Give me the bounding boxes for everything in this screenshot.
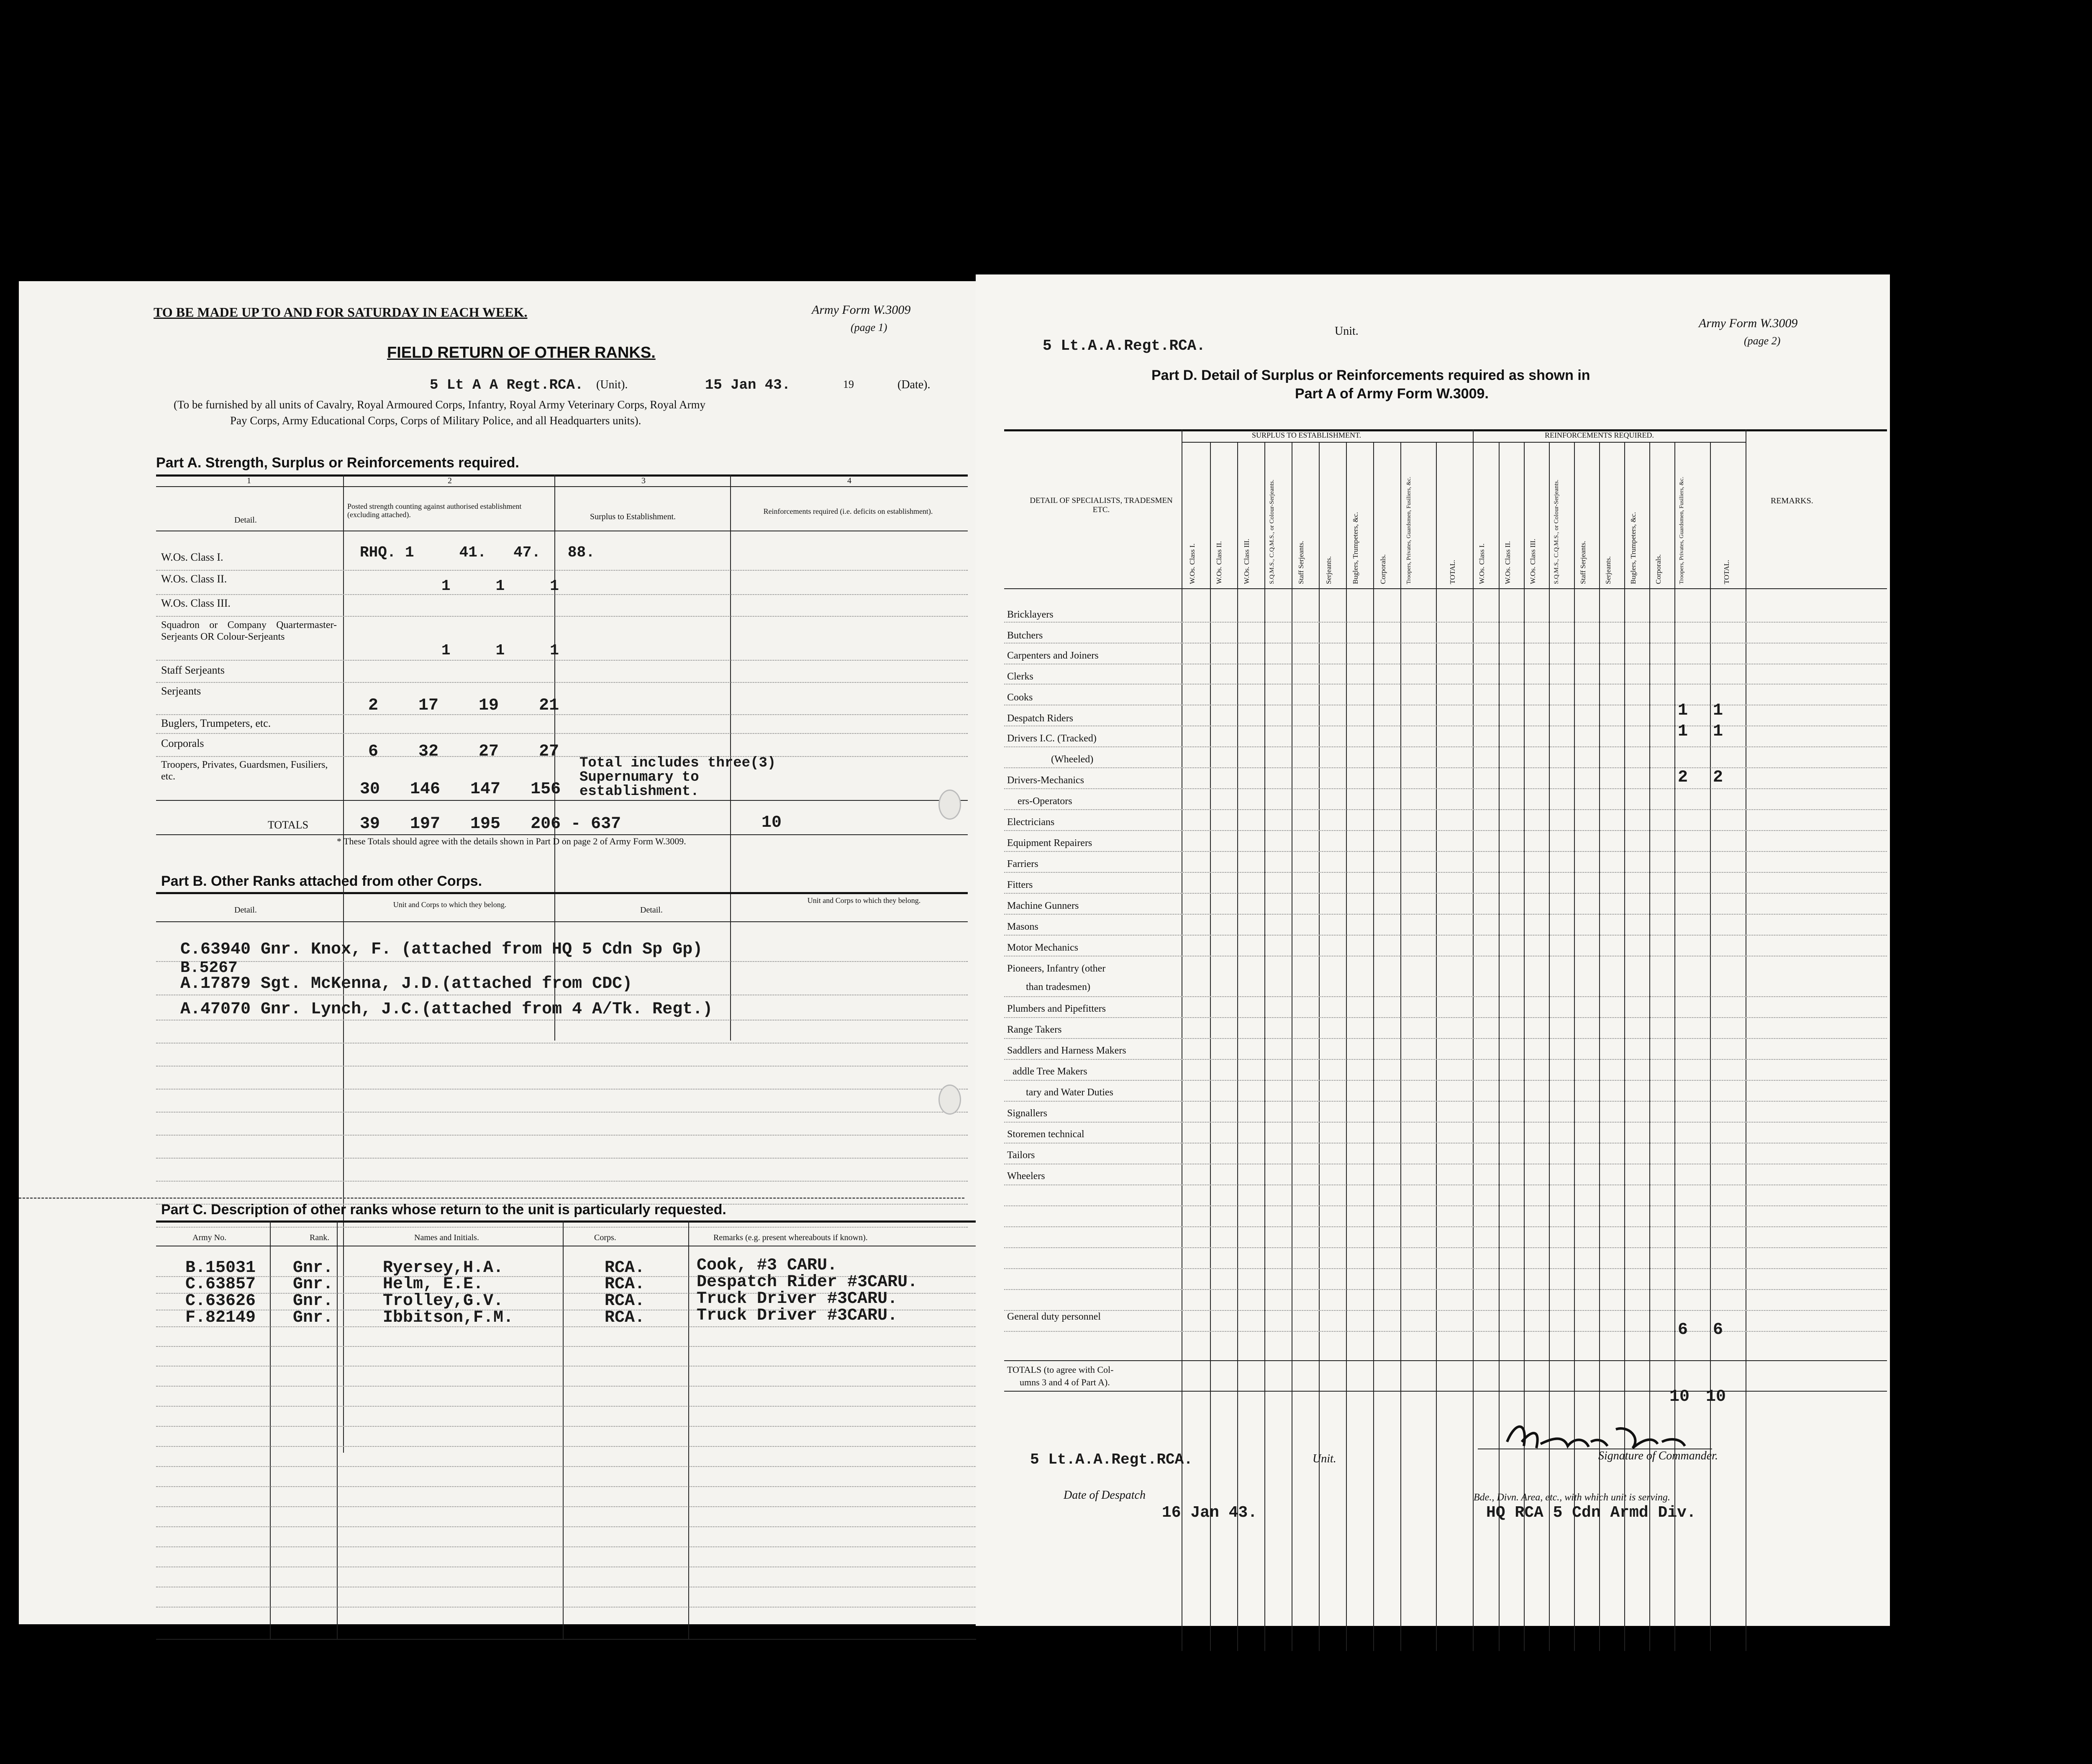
part-c-corps-2: RCA. [605, 1275, 645, 1294]
p2-footer-unit-label: Unit. [1313, 1452, 1336, 1465]
form-label: Army Form W.3009 [812, 303, 911, 317]
row-detail-buglers: Buglers, Trumpeters, etc. [161, 717, 271, 729]
trade-row: Fitters [1007, 879, 1033, 890]
col-header-reinf: Reinforcements required (i.e. deficits on establishment). [763, 507, 933, 515]
row-surplus-troopers: Total includes three(3) Supernumary to establishment. [579, 755, 776, 800]
part-c-name-3: Trolley,G.V. [383, 1292, 504, 1310]
bde-label: Bde., Divn. Area, etc., with which unit is serving. [1474, 1492, 1670, 1503]
p2-unit-value: 5 Lt.A.A.Regt.RCA. [1043, 337, 1205, 354]
trade-row: Farriers [1007, 859, 1038, 869]
reinf-troopers-mechanics: 2 [1678, 768, 1688, 787]
unit-label: (Unit). [596, 378, 628, 391]
p2-footer-unit-value: 5 Lt.A.A.Regt.RCA. [1030, 1451, 1193, 1468]
row-posted-troopers: 30 146 147 156 [360, 780, 561, 799]
p2-totals-label-1: TOTALS (to agree with Col- [1007, 1364, 1114, 1375]
row-posted-cqms: 1 1 1 [441, 642, 559, 659]
totals-footnote: * These Totals should agree with the details shown in Part D on page 2 of Army Form W.3009. [337, 836, 686, 846]
part-b-entry-2: A.17879 Sgt. McKenna, J.D.(attached from CDC) [180, 974, 633, 993]
r-col-buglers: Buglers, Trumpeters, &c. [1629, 512, 1637, 584]
r-col-ssgt: Staff Serjeants. [1579, 541, 1587, 584]
unit-value: 5 Lt A A Regt.RCA. [430, 377, 584, 393]
part-c-header-rank: Rank. [310, 1233, 330, 1242]
trade-row: Plumbers and Pipefitters [1007, 1003, 1106, 1014]
p2-page-label: (page 2) [1744, 335, 1781, 347]
trade-row: Drivers-Mechanics [1007, 775, 1084, 786]
part-c-no-1: B.15031 [185, 1259, 256, 1277]
row-detail-wo3: W.Os. Class III. [161, 597, 231, 609]
row-posted-cpl: 6 32 27 27 [368, 742, 559, 761]
trade-row: tary and Water Duties [1026, 1087, 1113, 1098]
row-posted-sgt: 2 17 19 21 [368, 696, 559, 715]
part-c-name-4: Ibbitson,F.M. [383, 1308, 514, 1327]
part-b-entry-3: A.47070 Gnr. Lynch, J.C.(attached from 4 A/Tk. Regt.) [180, 1000, 713, 1019]
s-col-cpl: Corporals. [1379, 554, 1387, 584]
s-col-wo2: W.Os. Class II. [1215, 541, 1223, 584]
trade-row: Masons [1007, 921, 1038, 932]
part-c-header-no: Army No. [192, 1233, 227, 1242]
s-col-sgt: Serjeants. [1325, 556, 1333, 584]
col-num-3: 3 [641, 476, 646, 485]
trade-row: Butchers [1007, 630, 1043, 641]
p2-unit-label: Unit. [1335, 325, 1359, 338]
year-label: 19 [843, 378, 854, 390]
totals-label: TOTALS [268, 819, 309, 831]
trade-row: Bricklayers [1007, 609, 1054, 620]
part-a-title: Part A. Strength, Surplus or Reinforcements required. [156, 455, 519, 471]
r-col-wo3: W.Os. Class III. [1529, 538, 1537, 584]
r-col-sgt: Serjeants. [1604, 556, 1612, 584]
trade-row: Saddlers and Harness Makers [1007, 1045, 1126, 1056]
s-col-buglers: Buglers, Trumpeters, &c. [1351, 512, 1359, 584]
r-col-total: TOTAL. [1723, 559, 1731, 584]
reinf-troopers-general: 6 [1678, 1320, 1688, 1339]
part-b-entry-1: C.63940 Gnr. Knox, F. (attached from HQ 5 Cdn Sp Gp) [180, 940, 703, 959]
trade-row: ers-Operators [1018, 796, 1072, 807]
totals-reinf: 10 [761, 813, 782, 832]
p2-detail-header: DETAIL OF SPECIALISTS, TRADESMEN ETC. [1030, 496, 1173, 514]
trade-row: Wheelers [1007, 1171, 1045, 1182]
part-c-no-3: C.63626 [185, 1292, 256, 1310]
col-header-surplus: Surplus to Establishment. [590, 512, 676, 521]
trade-row: Carpenters and Joiners [1007, 650, 1099, 661]
trade-row: Tailors [1007, 1150, 1035, 1161]
trade-row: Equipment Repairers [1007, 838, 1092, 849]
col-num-2: 2 [448, 476, 452, 485]
trade-row-general-duty: General duty personnel [1007, 1311, 1101, 1322]
part-b-header-detail-1: Detail. [234, 905, 257, 915]
trade-row: Drivers I.C. (Tracked) [1007, 733, 1097, 744]
col-header-detail: Detail. [234, 515, 257, 525]
form-page-2 [976, 274, 1890, 1626]
p2-surplus-header: SURPLUS TO ESTABLISHMENT. [1252, 431, 1361, 439]
part-b-header-unit-2: Unit and Corps to which they belong. [807, 896, 921, 905]
trade-row: Machine Gunners [1007, 900, 1079, 911]
despatch-value: 16 Jan 43. [1162, 1504, 1258, 1522]
reinf-troopers-despatch: 1 [1678, 701, 1688, 720]
part-c-header-name: Names and Initials. [414, 1233, 479, 1242]
reinf-total-general: 6 [1713, 1320, 1723, 1339]
reinf-total-mechanics: 2 [1713, 768, 1723, 787]
part-c-remarks-1: Cook, #3 CARU. [697, 1256, 838, 1275]
part-c-rank-4: Gnr. [293, 1308, 333, 1327]
part-b-header-detail-2: Detail. [640, 905, 663, 915]
part-d-title-2: Part A of Army Form W.3009. [1295, 386, 1489, 402]
s-col-troopers: Troopers, Privates, Guardsmen, Fusiliers, &c. [1406, 477, 1412, 584]
form-title: FIELD RETURN OF OTHER RANKS. [387, 344, 656, 362]
part-c-no-2: C.63857 [185, 1275, 256, 1294]
part-c-no-4: F.82149 [185, 1308, 256, 1327]
row-detail-sgt: Serjeants [161, 685, 201, 697]
s-col-cqms: S.Q.M.S., C.Q.M.S., or Colour-Serjeants. [1269, 479, 1275, 584]
row-detail-cqms: Squadron or Company Quartermaster-Serjeants OR Colour-Serjeants [161, 620, 337, 642]
row-posted-wo2: 1 1 1 [441, 577, 559, 595]
punch-hole [938, 1085, 961, 1115]
reinf-troopers-drivers: 1 [1678, 722, 1688, 741]
p2-reinf-header: REINFORCEMENTS REQUIRED. [1545, 431, 1654, 439]
part-c-rank-2: Gnr. [293, 1275, 333, 1294]
part-c-corps-3: RCA. [605, 1292, 645, 1310]
bde-value: HQ RCA 5 Cdn Armd Div. [1486, 1504, 1696, 1522]
s-col-total: TOTAL. [1449, 559, 1456, 584]
reinf-troopers-totals: 10 [1669, 1387, 1690, 1406]
col-num-4: 4 [847, 476, 851, 485]
form-page-1 [19, 281, 996, 1624]
trade-row: Signallers [1007, 1108, 1047, 1119]
row-detail-wo2: W.Os. Class II. [161, 573, 227, 585]
furnish-note-1: (To be furnished by all units of Cavalry, Royal Armoured Corps, Infantry, Royal Army Veterinary Corps, Royal Army [174, 398, 706, 411]
part-c-title: Part C. Description of other ranks whose return to the unit is particularly requested. [161, 1202, 726, 1218]
r-col-troopers: Troopers, Privates, Guardsmen, Fusiliers, &c. [1679, 477, 1685, 584]
s-col-wo3: W.Os. Class III. [1243, 538, 1251, 584]
signature-label: Signature of Commander. [1598, 1449, 1718, 1462]
col-header-posted: Posted strength counting against authorised establishment (excluding attached). [347, 502, 522, 519]
trade-row: than tradesmen) [1026, 982, 1090, 992]
part-c-rank-1: Gnr. [293, 1259, 333, 1277]
part-b-header-unit-1: Unit and Corps to which they belong. [393, 900, 507, 909]
part-c-remarks-3: Truck Driver #3CARU. [697, 1290, 898, 1308]
s-col-wo1: W.Os. Class I. [1188, 543, 1196, 584]
reinf-total-drivers: 1 [1713, 722, 1723, 741]
trade-row: Pioneers, Infantry (other [1007, 963, 1106, 974]
despatch-label: Date of Despatch [1064, 1489, 1146, 1502]
part-b-entry-2a: B.5267 [180, 959, 238, 977]
r-col-cpl: Corporals. [1654, 554, 1662, 584]
trade-row: Despatch Riders [1007, 713, 1073, 724]
r-col-wo2: W.Os. Class II. [1504, 541, 1512, 584]
r-col-wo1: W.Os. Class I. [1478, 543, 1486, 584]
trade-row: (Wheeled) [1051, 754, 1094, 765]
part-c-header-corps: Corps. [594, 1233, 616, 1242]
reinf-total-despatch: 1 [1713, 701, 1723, 720]
part-c-corps-4: RCA. [605, 1308, 645, 1327]
p2-totals-label-2: umns 3 and 4 of Part A). [1020, 1377, 1110, 1387]
part-c-name-1: Ryersey,H.A. [383, 1259, 504, 1277]
row-posted-wo1: RHQ. 1 41. 47. 88. [360, 544, 595, 561]
punch-hole [938, 790, 961, 820]
row-detail-cpl: Corporals [161, 737, 204, 749]
p2-remarks-header: REMARKS. [1771, 496, 1813, 505]
page-label: (page 1) [851, 321, 887, 333]
row-detail-wo1: W.Os. Class I. [161, 551, 223, 563]
totals-posted: 39 197 195 206 - 637 [360, 815, 621, 833]
part-c-header-remarks: Remarks (e.g. present whereabouts if known). [713, 1233, 868, 1242]
part-c-remarks-2: Despatch Rider #3CARU. [697, 1273, 918, 1292]
part-b-title: Part B. Other Ranks attached from other Corps. [161, 873, 482, 889]
date-label: (Date). [897, 378, 931, 391]
p2-form-label: Army Form W.3009 [1699, 316, 1798, 330]
trade-row: Storemen technical [1007, 1129, 1084, 1140]
part-c-name-2: Helm, E.E. [383, 1275, 484, 1294]
row-detail-troopers: Troopers, Privates, Guardsmen, Fusiliers, etc. [161, 759, 328, 782]
part-c-rank-3: Gnr. [293, 1292, 333, 1310]
trade-row: addle Tree Makers [1013, 1066, 1087, 1077]
trade-row: Motor Mechanics [1007, 942, 1078, 953]
trade-row: Range Takers [1007, 1024, 1062, 1035]
part-d-title-1: Part D. Detail of Surplus or Reinforcements required as shown in [1151, 367, 1590, 383]
furnish-note-2: Pay Corps, Army Educational Corps, Corps of Military Police, and all Headquarters units). [230, 414, 641, 427]
col-num-1: 1 [247, 476, 251, 485]
trade-row: Clerks [1007, 671, 1033, 682]
trade-row: Cooks [1007, 692, 1033, 703]
part-c-remarks-4: Truck Driver #3CARU. [697, 1306, 898, 1325]
row-detail-ssgt: Staff Serjeants [161, 664, 225, 676]
s-col-ssgt: Staff Serjeants. [1297, 541, 1305, 584]
trade-row: Electricians [1007, 817, 1055, 828]
part-c-corps-1: RCA. [605, 1259, 645, 1277]
header-instruction: TO BE MADE UP TO AND FOR SATURDAY IN EACH WEEK. [154, 305, 528, 320]
r-col-cqms: S.Q.M.S., C.Q.M.S., or Colour-Serjeants. [1553, 479, 1560, 584]
reinf-total-totals: 10 [1706, 1387, 1726, 1406]
date-value: 15 Jan 43. [705, 377, 791, 393]
